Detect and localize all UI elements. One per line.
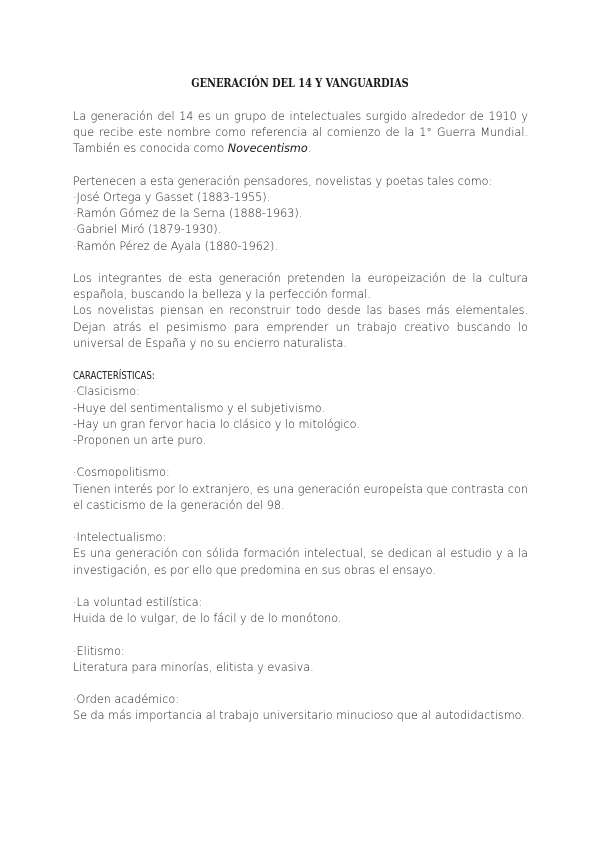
classicism-item: -Hay un gran fervor hacia lo clásico y lo mitológico. xyxy=(73,417,360,431)
aims-paragraph-2: Los novelistas piensan en reconstruir todo desde las bases más elementales. Dejan atrás el pesimismo para emprender un trabajo creativo buscando lo universal de España y no su encierro naturalista. xyxy=(73,304,528,350)
member-item: ·Ramón Pérez de Ayala (1880-1962). xyxy=(73,239,278,253)
aims-paragraph-1: Los integrantes de esta generación pretenden la europeización de la cultura española, buscando la belleza y la perfección formal. xyxy=(73,272,528,302)
intro-text: La generación del 14 es un grupo de intelectuales surgido alrededor de 1910 y que recibe este nombre como referencia al comienzo de la 1° Guerra Mundial. También es conocida como xyxy=(73,110,528,156)
member-item: ·José Ortega y Gasset (1883-1955). xyxy=(73,191,271,204)
intro-italic-term: Novecentismo xyxy=(227,142,308,156)
member-item: ·Ramón Gómez de la Serna (1888-1963). xyxy=(73,207,303,221)
classicism-item: -Proponen un arte puro. xyxy=(73,434,207,448)
elitism-text: Literatura para minorías, elitista y evasiva. xyxy=(73,660,314,674)
intellectualism-title: ·Intelectualismo: xyxy=(73,531,167,545)
intellectualism-text: Es una generación con sólida formación intelectual, se dedican al estudio y a la investigación, es por ello que predomina en sus obras el ensayo. xyxy=(73,547,528,577)
characteristics-heading: CARACTERÍSTICAS: xyxy=(73,369,155,383)
elitism-title: ·Elitismo: xyxy=(73,644,125,658)
classicism-item: -Huye del sentimentalismo y el subjetivismo. xyxy=(73,401,325,415)
intro-paragraph xyxy=(73,109,528,158)
cosmopolitanism-title: ·Cosmopolitismo: xyxy=(73,466,170,480)
cosmopolitanism-text: Tienen interés por lo extranjero, es una generación europeísta que contrasta con el casticismo de la generación del 98. xyxy=(73,482,528,512)
style-title: ·La voluntad estilística: xyxy=(73,596,203,609)
members-lead: Pertenecen a esta generación pensadores, novelistas y poetas tales como: xyxy=(73,174,493,188)
intro-end: . xyxy=(307,142,312,156)
style-text: Huida de lo vulgar, de lo fácil y de lo monótono. xyxy=(73,612,342,626)
academic-text: Se da más importancia al trabajo universitario minucioso que al autodidactismo. xyxy=(73,709,525,723)
classicism-title: ·Clasicismo: xyxy=(73,385,140,399)
document-body xyxy=(73,109,528,725)
member-item: ·Gabriel Miró (1879-1930). xyxy=(73,223,222,237)
academic-title: ·Orden académico: xyxy=(73,693,180,707)
document-title: GENERACIÓN DEL 14 Y VANGUARDIAS xyxy=(191,75,409,90)
